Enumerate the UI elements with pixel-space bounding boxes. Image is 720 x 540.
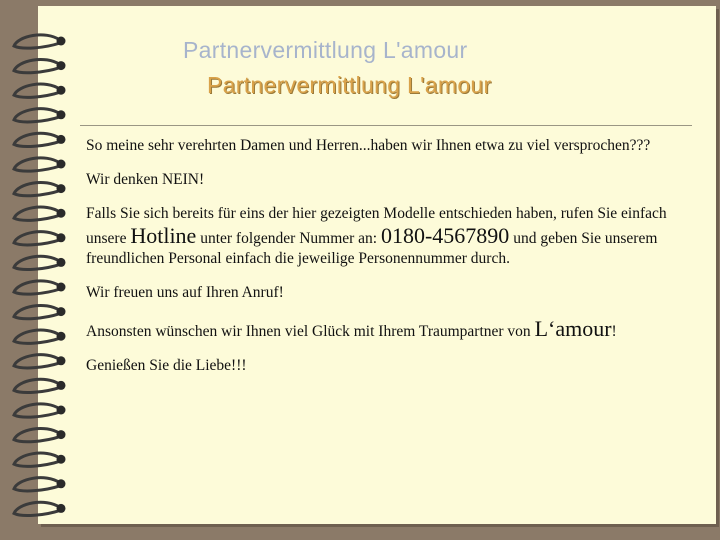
paragraph-hotline — [86, 204, 676, 269]
spiral-ring — [14, 404, 66, 417]
content-body — [86, 136, 676, 390]
spiral-ring — [14, 330, 66, 343]
spiral-ring — [14, 379, 66, 392]
spiral-ring — [14, 502, 66, 515]
spiral-ring — [14, 133, 66, 146]
spiral-ring — [14, 453, 66, 466]
spiral-ring — [14, 207, 66, 220]
spiral-ring — [14, 305, 66, 318]
spiral-ring — [14, 84, 66, 97]
hotline-text-b: unter folgender Nummer an: — [196, 230, 381, 247]
spiral-ring — [14, 182, 66, 195]
spiral-ring — [14, 355, 66, 368]
paragraph-wishes — [86, 317, 676, 342]
spiral-ring — [14, 428, 66, 441]
spiral-ring — [14, 109, 66, 122]
page-title: Partnervermittlung L'amour — [207, 72, 492, 98]
title-shadow: Partnervermittlung L'amour — [183, 37, 468, 63]
paragraph-answer: Wir denken NEIN! — [86, 171, 205, 188]
hotline-text-c: und geben Sie unserem freundlichen Personal einfach die jeweilige Personennummer durch. — [86, 230, 658, 267]
spiral-ring — [14, 158, 66, 171]
divider — [80, 125, 692, 126]
spiral-ring — [14, 35, 66, 48]
wishes-text: Ansonsten wünschen wir Ihnen viel Glück mit Ihrem Traumpartner von — [86, 323, 535, 340]
paragraph-intro: So meine sehr verehrten Damen und Herren...haben wir Ihnen etwa zu viel versprochen??? — [86, 137, 651, 154]
paragraph-thanks: Wir freuen uns auf Ihren Anruf! — [86, 284, 284, 301]
phone-number: 0180-4567890 — [380, 223, 510, 248]
spiral-ring — [14, 478, 66, 491]
hotline-word: Hotline — [130, 223, 197, 248]
spiral-ring — [14, 232, 66, 245]
spiral-ring — [14, 59, 66, 72]
spiral-binding — [0, 0, 80, 540]
paragraph-closing: Genießen Sie die Liebe!!! — [86, 357, 247, 374]
hotline-text-a: Falls Sie sich bereits für eins der hier gezeigten Modelle entschieden haben, rufen Sie einfach unsere — [86, 205, 667, 247]
brand-name: L‘amour — [534, 316, 612, 341]
spiral-ring — [14, 256, 66, 269]
wishes-end: ! — [611, 323, 617, 340]
spiral-ring — [14, 281, 66, 294]
